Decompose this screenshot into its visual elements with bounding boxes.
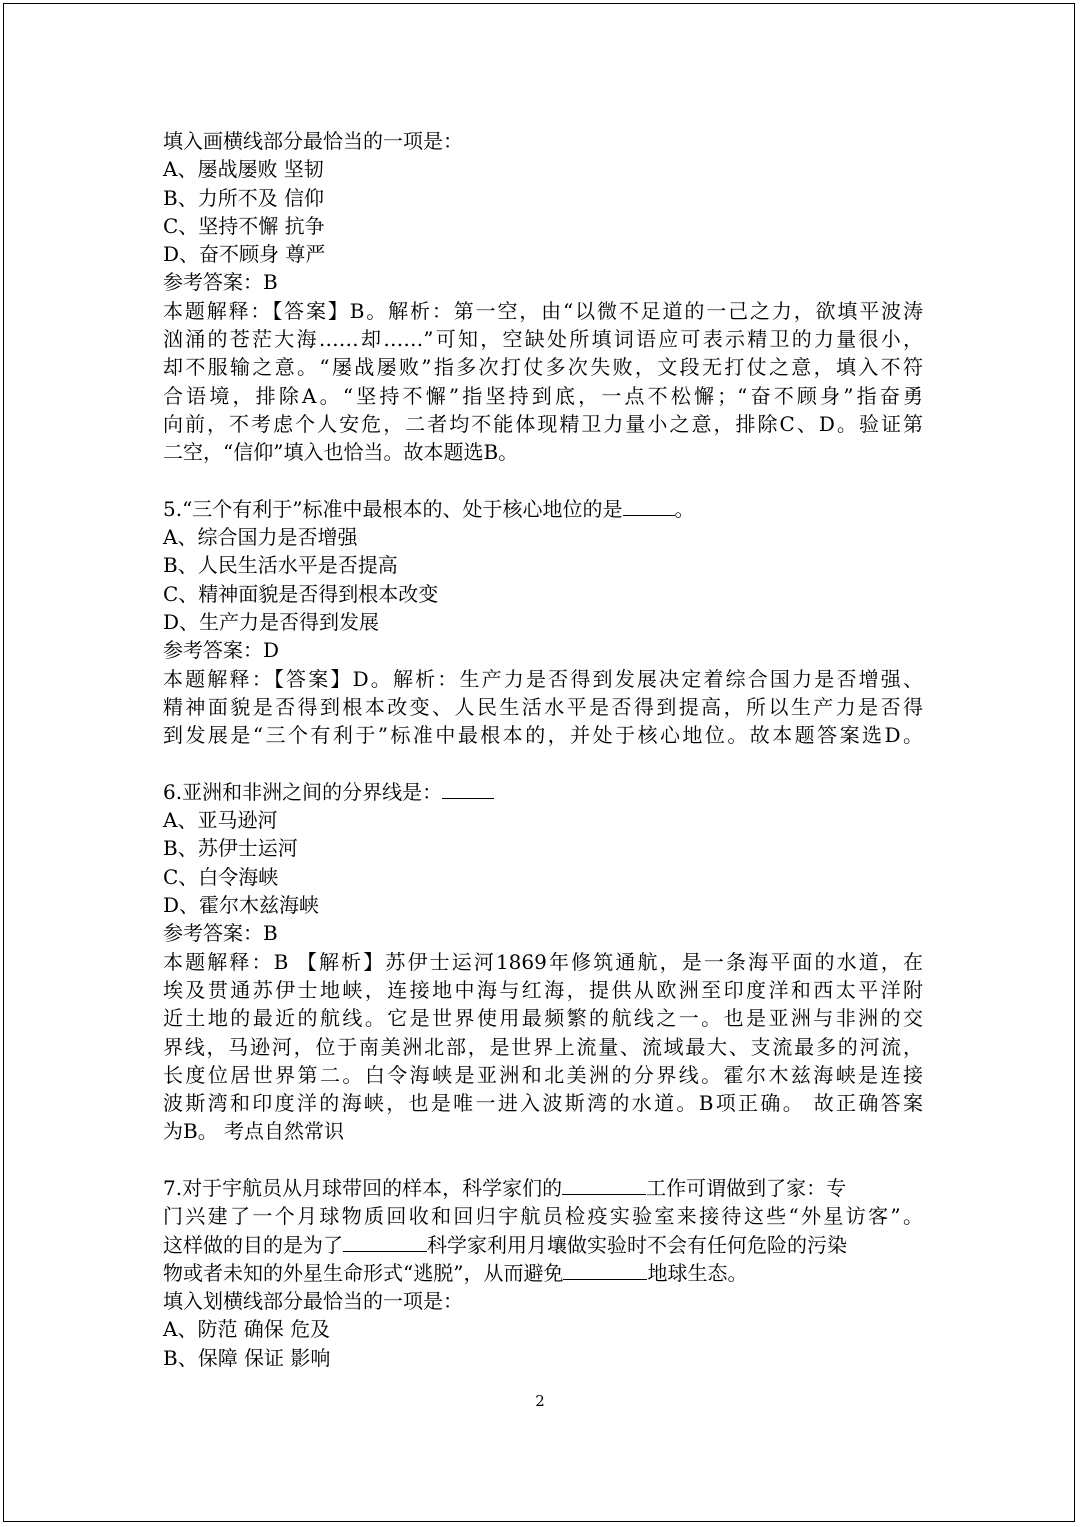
- q5-stem: [163, 495, 923, 523]
- q6-explanation-line: 本题解释：B 【解析】苏伊士运河1869年修筑通航，是一条海平面的水道，在: [163, 949, 923, 974]
- fill-blank: [442, 780, 494, 799]
- q7-stem-line: 门兴建了一个月球物质回收和回归宇航员检疫实验室来接待这些“外星访客”。: [163, 1204, 923, 1229]
- q6-explanation-line: 波斯湾和印度洋的海峡，也是唯一进入波斯湾的水道。B项正确。 故正确答案: [163, 1091, 923, 1116]
- q6-explanation-line: 长度位居世界第二。白令海峡是亚洲和北美洲的分界线。霍尔木兹海峡是连接: [163, 1062, 923, 1087]
- q6-stem-text: 6.亚洲和非洲之间的分界线是：: [163, 779, 443, 804]
- q4-prompt: 填入画横线部分最恰当的一项是：: [163, 129, 463, 153]
- q6-explanation-line: 界线，马逊河，位于南美洲北部，是世界上流量、流域最大、支流最多的河流，: [163, 1034, 923, 1059]
- q5-option-b: B、人民生活水平是否提高: [163, 553, 398, 578]
- q5-stem-text: 5.“三个有利于”标准中最根本的、处于核心地位的是: [163, 496, 623, 521]
- document-body: [163, 127, 923, 1372]
- q6-explanation-line: 为B。 考点自然常识: [163, 1119, 345, 1144]
- q7-stem-text: 这样做的目的是为了: [163, 1232, 343, 1257]
- q7-stem-text: 工作可谓做到了家：专: [646, 1175, 847, 1200]
- fill-blank: [562, 1176, 646, 1195]
- q5-answer: 参考答案：D: [163, 638, 280, 663]
- q5-option-a: A、综合国力是否增强: [163, 525, 358, 550]
- q4-option-a: A、屡战屡败 坚韧: [163, 157, 324, 182]
- fill-blank: [343, 1233, 427, 1252]
- spacer: [163, 467, 923, 495]
- fill-blank: [563, 1261, 647, 1280]
- q4-option-d: D、奋不顾身 尊严: [163, 242, 326, 267]
- fill-blank: [623, 497, 675, 516]
- q7-stem-line: [163, 1259, 923, 1287]
- q7-stem-text: 科学家利用月壤做实验时不会有任何危险的污染: [427, 1232, 847, 1257]
- q7-stem-line: [163, 1174, 923, 1202]
- q4-explanation-line: 却不服输之意。“屡战屡败”指多次打仗多次失败，文段无打仗之意，填入不符: [163, 355, 923, 380]
- q5-explanation-line: 精神面貌是否得到根本改变、人民生活水平是否得到提高，所以生产力是否得: [163, 694, 923, 719]
- q4-explanation-line: 合语境，排除A。“坚持不懈”指坚持到底，一点不松懈；“奋不顾身”指奋勇: [163, 383, 923, 408]
- q4-option-b: B、力所不及 信仰: [163, 185, 325, 210]
- q4-option-c: C、坚持不懈 抗争: [163, 213, 325, 238]
- q7-option-b: B、保障 保证 影响: [163, 1345, 331, 1370]
- q7-option-a: A、防范 确保 危及: [163, 1317, 331, 1342]
- spacer: [163, 1146, 923, 1174]
- q6-explanation-line: 近土地的最近的航线。它是世界使用最频繁的航线之一。也是亚洲与非洲的交: [163, 1006, 923, 1031]
- q5-stem-end: 。: [674, 496, 695, 521]
- spacer: [163, 750, 923, 778]
- q5-option-c: C、精神面貌是否得到根本改变: [163, 581, 439, 606]
- q6-option-c: C、白令海峡: [163, 864, 279, 889]
- q6-option-b: B、苏伊士运河: [163, 836, 298, 861]
- q6-option-a: A、亚马逊河: [163, 808, 278, 833]
- q6-option-d: D、霍尔木兹海峡: [163, 893, 320, 918]
- q4-explanation-line: 二空，“信仰”填入也恰当。故本题选B。: [163, 440, 519, 465]
- q7-stem-text: 地球生态。: [647, 1260, 748, 1285]
- page-number: 2: [535, 1392, 545, 1410]
- q7-stem-text: 物或者未知的外星生命形式“逃脱”，从而避免: [163, 1260, 564, 1285]
- q7-stem-text: 7.对于宇航员从月球带回的样本，科学家们的: [163, 1175, 563, 1200]
- q6-answer: 参考答案：B: [163, 921, 278, 946]
- q5-explanation-line: 本题解释：【答案】D。解析：生产力是否得到发展决定着综合国力是否增强、: [163, 666, 923, 691]
- q4-explanation-line: 汹涌的苍茫大海……却……”可知，空缺处所填词语应可表示精卫的力量很小，: [163, 327, 923, 352]
- q4-answer: 参考答案：B: [163, 270, 278, 295]
- q6-stem: [163, 778, 923, 806]
- q6-explanation-line: 埃及贯通苏伊士地峡，连接地中海与红海，提供从欧洲至印度洋和西太平洋附: [163, 977, 923, 1002]
- q4-explanation-line: 向前，不考虑个人安危，二者均不能体现精卫力量小之意，排除C、D。验证第: [163, 411, 923, 436]
- q5-explanation-line: 到发展是“三个有利于”标准中最根本的，并处于核心地位。故本题答案选D。: [163, 723, 923, 748]
- q4-explanation-line: 本题解释：【答案】B。解析：第一空，由“以微不足道的一己之力，欲填平波涛: [163, 298, 923, 323]
- q5-option-d: D、生产力是否得到发展: [163, 610, 380, 635]
- q7-stem-line: [163, 1231, 923, 1259]
- q7-prompt: 填入划横线部分最恰当的一项是：: [163, 1289, 463, 1314]
